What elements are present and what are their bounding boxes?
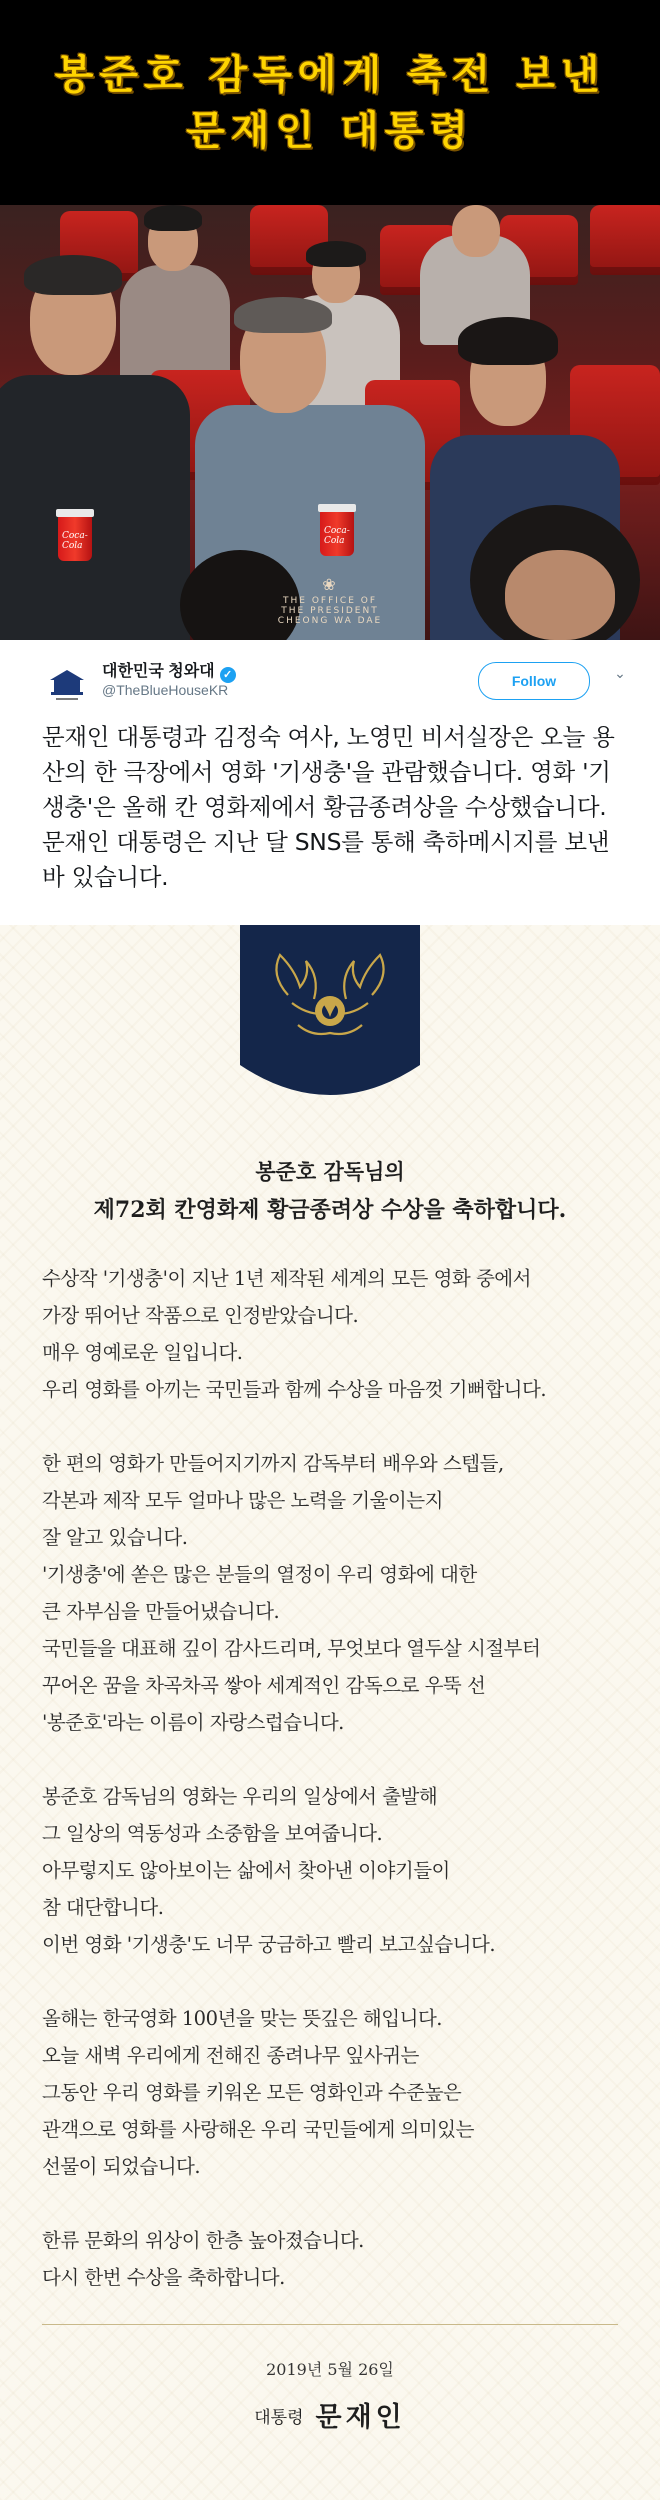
letter-line: 국민들을 대표해 깊이 감사드리며, 무엇보다 열두살 시절부터: [42, 1637, 541, 1660]
letter-paragraph: [42, 2000, 632, 2185]
headline-banner: [0, 0, 660, 205]
letter-line: 한 편의 영화가 만들어지기까지 감독부터 배우와 스텝들,: [42, 1452, 504, 1475]
blue-house-emblem-icon: ❀: [322, 575, 338, 594]
popcorn-cup: [58, 515, 92, 561]
letter-line: 선물이 되었습니다.: [42, 2155, 201, 2178]
headline-line-1: 봉준호 감독에게 축전 보낸: [54, 51, 606, 98]
letter-line: 오늘 새벽 우리에게 전해진 종려나무 잎사귀는: [42, 2044, 419, 2067]
account-name[interactable]: [102, 658, 236, 683]
account-handle[interactable]: @TheBlueHouseKR: [102, 682, 229, 698]
letter-paragraph: [42, 1260, 632, 1408]
letter-line: 한류 문화의 위상이 한층 높아졌습니다.: [42, 2229, 364, 2252]
letter-line: 아무렇지도 않아보이는 삶에서 찾아낸 이야기들이: [42, 1859, 450, 1882]
signature-role: 대통령: [254, 2408, 304, 2428]
letter-line: 이번 영화 '기생충'도 너무 궁금하고 빨리 보고싶습니다.: [42, 1933, 496, 1956]
letter-paragraph: [42, 1445, 632, 1741]
letter-paragraph: [42, 2222, 632, 2296]
cup-brand-label: Coca-Cola: [62, 531, 88, 551]
letter-line: 매우 영예로운 일입니다.: [42, 1341, 243, 1364]
letter-line: 큰 자부심을 만들어냈습니다.: [42, 1600, 280, 1623]
letter-title: [0, 1153, 660, 1229]
letter-line: 다시 한번 수상을 축하합니다.: [42, 2266, 285, 2289]
theater-seat: [590, 205, 660, 275]
tweet-card: [0, 640, 660, 925]
photo-watermark: [270, 575, 390, 626]
letter-line: '기생충'에 쏟은 많은 분들의 열정이 우리 영화에 대한: [42, 1563, 477, 1586]
popcorn-cup: [320, 510, 354, 556]
theater-photo: [0, 205, 660, 640]
follow-button[interactable]: Follow: [478, 662, 590, 700]
cup-brand-label: Coca-Cola: [324, 526, 350, 546]
letter-line: 수상작 '기생충'이 지난 1년 제작된 세계의 모든 영화 중에서: [42, 1267, 531, 1290]
letter-line: 올해는 한국영화 100년을 맞는 뜻깊은 해입니다.: [42, 2007, 442, 2030]
letter-line: 우리 영화를 아끼는 국민들과 함께 수상을 마음껏 기뻐합니다.: [42, 1378, 547, 1401]
watermark-line-1: THE OFFICE OF THE PRESIDENT: [281, 596, 379, 616]
divider: [42, 2324, 618, 2325]
letter-body: [42, 1260, 632, 2333]
letter-line: 관객으로 영화를 사랑해온 우리 국민들에게 의미있는: [42, 2118, 474, 2141]
chevron-down-icon[interactable]: ⌄: [614, 666, 626, 682]
signature-name: 문재인: [315, 2402, 406, 2433]
letter-line: 참 대단합니다.: [42, 1896, 164, 1919]
letter-line: 각본과 제작 모두 얼마나 많은 노력을 기울이는지: [42, 1489, 443, 1512]
letter-line: 잘 알고 있습니다.: [42, 1526, 188, 1549]
verified-badge-icon: ✓: [220, 667, 236, 683]
letter-line: '봉준호'라는 이름이 자랑스럽습니다.: [42, 1711, 344, 1734]
tweet-text: 문재인 대통령과 김정숙 여사, 노영민 비서실장은 오늘 용산의 한 극장에서 영화 '기생충'을 관람했습니다. 영화 '기생충'은 올해 칸 영화제에서 황금종려상을 수상했습니다. 문재인 대통령은 지난 달 SNS를 통해 축하메시지를 보낸 바 있습니다.: [42, 723, 615, 891]
letter-line: 봉준호 감독님의 영화는 우리의 일상에서 출발해: [42, 1785, 438, 1808]
letter-line: 그 일상의 역동성과 소중함을 보여줍니다.: [42, 1822, 383, 1845]
headline-line-2: 문재인 대통령: [186, 107, 474, 154]
letter-title-line-1: 봉준호 감독님의: [255, 1159, 405, 1184]
watermark-line-2: CHEONG WA DAE: [277, 616, 383, 626]
letter-paragraph: [42, 1778, 632, 1963]
letter-title-line-2: 제72회 칸영화제 황금종려상 수상을 축하합니다.: [93, 1197, 567, 1223]
congratulatory-letter: [0, 925, 660, 2500]
letter-line: 가장 뛰어난 작품으로 인정받았습니다.: [42, 1304, 359, 1327]
letter-signature: [0, 2395, 660, 2434]
account-name-text: 대한민국 청와대: [102, 663, 215, 680]
letter-date: 2019년 5월 26일: [266, 2360, 394, 2379]
presidential-phoenix-emblem-icon: [240, 925, 420, 1115]
blue-house-logo-icon: [42, 658, 92, 708]
letter-line: 그동안 우리 영화를 키워온 모든 영화인과 수준높은: [42, 2081, 462, 2104]
letter-line: 꾸어온 꿈을 차곡차곡 쌓아 세계적인 감독으로 우뚝 선: [42, 1674, 486, 1697]
account-avatar[interactable]: [42, 658, 92, 708]
